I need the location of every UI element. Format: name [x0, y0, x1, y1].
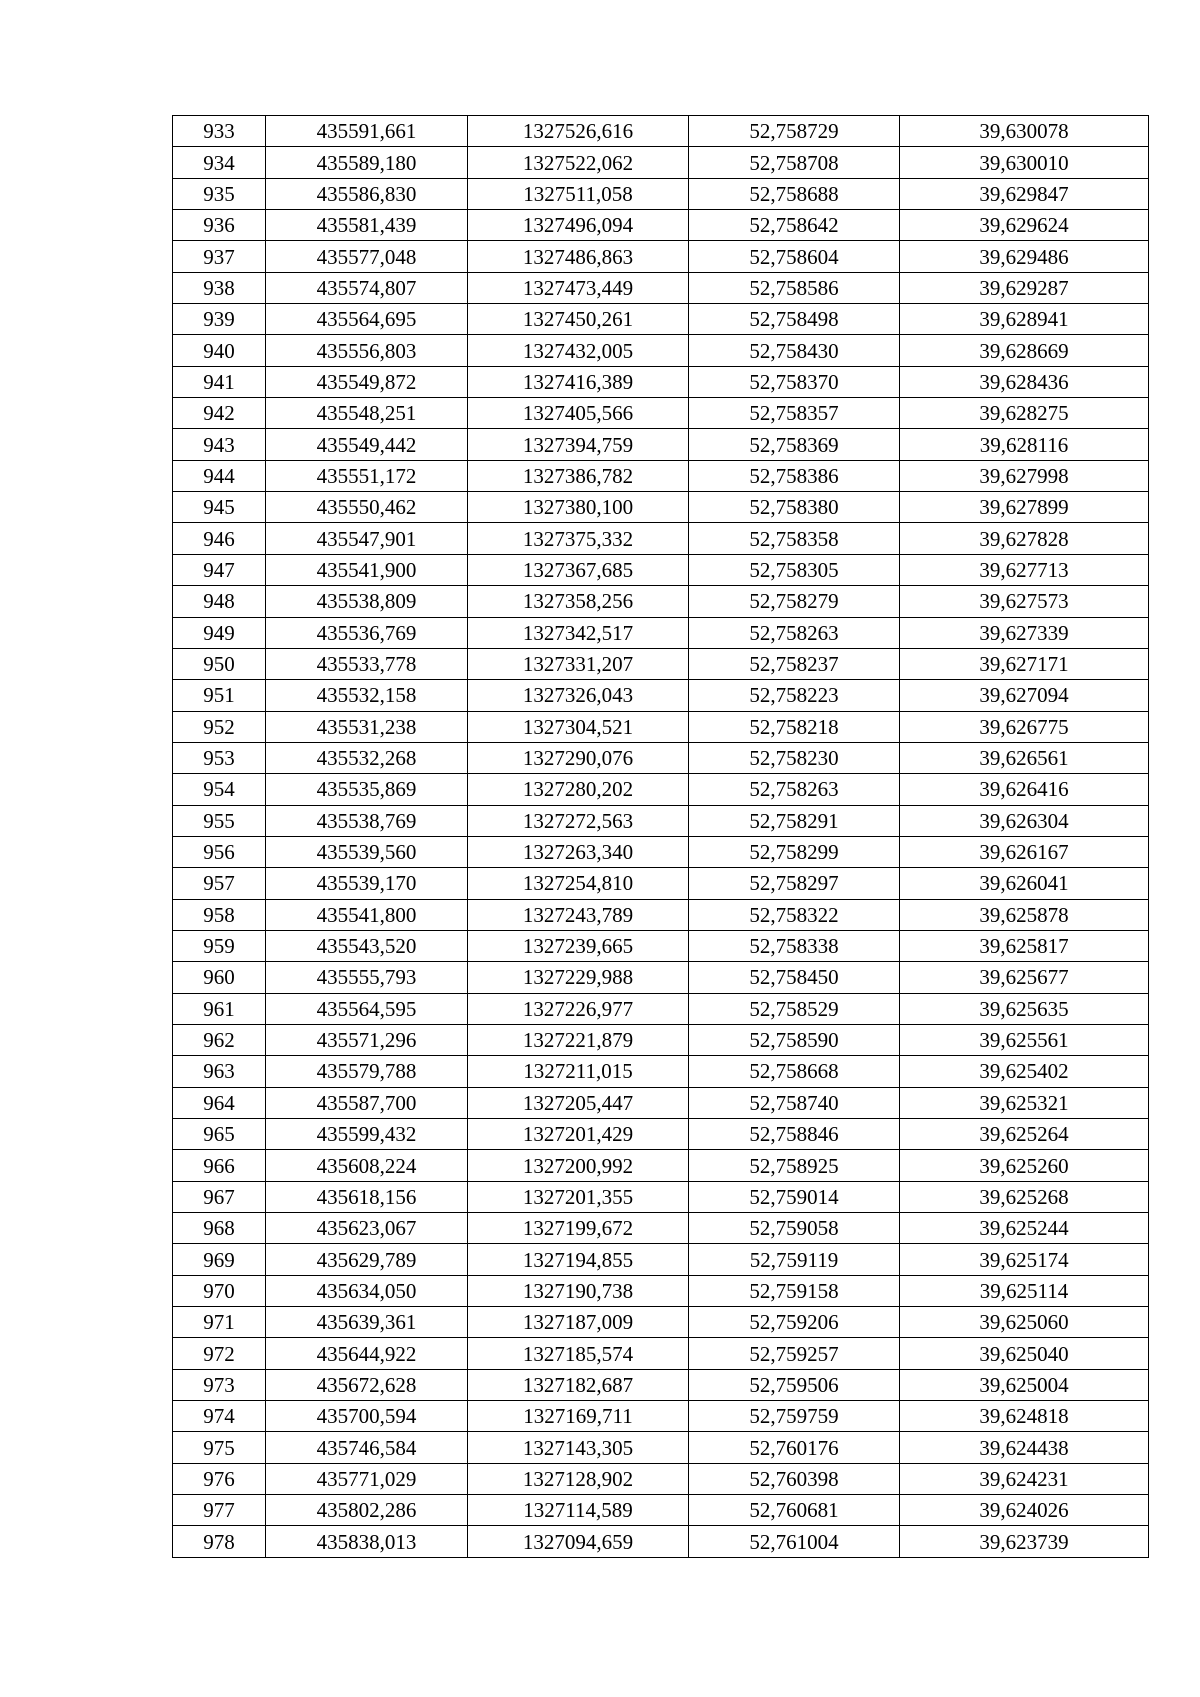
- table-row: [173, 711, 1149, 742]
- point-number-cell: 968: [173, 1213, 266, 1244]
- point-number-cell: 939: [173, 304, 266, 335]
- table-row: [173, 492, 1149, 523]
- longitude-cell: 39,628436: [900, 366, 1149, 397]
- y-coordinate-cell: 1327486,863: [468, 241, 689, 272]
- longitude-cell: 39,628116: [900, 429, 1149, 460]
- table-row: [173, 241, 1149, 272]
- table-row: [173, 1369, 1149, 1400]
- point-number-cell: 943: [173, 429, 266, 460]
- table-row: [173, 304, 1149, 335]
- latitude-cell: 52,758729: [689, 116, 900, 147]
- x-coordinate-cell: 435623,067: [266, 1213, 468, 1244]
- latitude-cell: 52,758369: [689, 429, 900, 460]
- latitude-cell: 52,758218: [689, 711, 900, 742]
- table-row: [173, 1463, 1149, 1494]
- point-number-cell: 975: [173, 1432, 266, 1463]
- x-coordinate-cell: 435549,872: [266, 366, 468, 397]
- y-coordinate-cell: 1327473,449: [468, 272, 689, 303]
- longitude-cell: 39,624438: [900, 1432, 1149, 1463]
- longitude-cell: 39,626775: [900, 711, 1149, 742]
- latitude-cell: 52,758386: [689, 460, 900, 491]
- x-coordinate-cell: 435802,286: [266, 1495, 468, 1526]
- table-row: [173, 1119, 1149, 1150]
- longitude-cell: 39,626167: [900, 836, 1149, 867]
- table-row: [173, 1087, 1149, 1118]
- table-row: [173, 774, 1149, 805]
- longitude-cell: 39,629847: [900, 178, 1149, 209]
- longitude-cell: 39,625635: [900, 993, 1149, 1024]
- point-number-cell: 970: [173, 1275, 266, 1306]
- point-number-cell: 959: [173, 930, 266, 961]
- x-coordinate-cell: 435543,520: [266, 930, 468, 961]
- x-coordinate-cell: 435589,180: [266, 147, 468, 178]
- point-number-cell: 952: [173, 711, 266, 742]
- x-coordinate-cell: 435746,584: [266, 1432, 468, 1463]
- x-coordinate-cell: 435639,361: [266, 1307, 468, 1338]
- longitude-cell: 39,625878: [900, 899, 1149, 930]
- y-coordinate-cell: 1327272,563: [468, 805, 689, 836]
- latitude-cell: 52,758586: [689, 272, 900, 303]
- point-number-cell: 965: [173, 1119, 266, 1150]
- table-row: [173, 366, 1149, 397]
- table-row: [173, 1338, 1149, 1369]
- latitude-cell: 52,758237: [689, 648, 900, 679]
- y-coordinate-cell: 1327199,672: [468, 1213, 689, 1244]
- point-number-cell: 953: [173, 742, 266, 773]
- longitude-cell: 39,625817: [900, 930, 1149, 961]
- x-coordinate-cell: 435541,800: [266, 899, 468, 930]
- point-number-cell: 976: [173, 1463, 266, 1494]
- latitude-cell: 52,758370: [689, 366, 900, 397]
- table-row: [173, 1150, 1149, 1181]
- table-row: [173, 210, 1149, 241]
- point-number-cell: 974: [173, 1401, 266, 1432]
- y-coordinate-cell: 1327243,789: [468, 899, 689, 930]
- latitude-cell: 52,758642: [689, 210, 900, 241]
- latitude-cell: 52,759058: [689, 1213, 900, 1244]
- x-coordinate-cell: 435547,901: [266, 523, 468, 554]
- table-row: [173, 930, 1149, 961]
- table-row: [173, 147, 1149, 178]
- y-coordinate-cell: 1327331,207: [468, 648, 689, 679]
- y-coordinate-cell: 1327185,574: [468, 1338, 689, 1369]
- latitude-cell: 52,758338: [689, 930, 900, 961]
- y-coordinate-cell: 1327239,665: [468, 930, 689, 961]
- latitude-cell: 52,758299: [689, 836, 900, 867]
- longitude-cell: 39,629624: [900, 210, 1149, 241]
- coordinates-table-body: [173, 116, 1149, 1558]
- longitude-cell: 39,626561: [900, 742, 1149, 773]
- longitude-cell: 39,624818: [900, 1401, 1149, 1432]
- point-number-cell: 957: [173, 868, 266, 899]
- longitude-cell: 39,625244: [900, 1213, 1149, 1244]
- longitude-cell: 39,627339: [900, 617, 1149, 648]
- table-row: [173, 1307, 1149, 1338]
- y-coordinate-cell: 1327304,521: [468, 711, 689, 742]
- x-coordinate-cell: 435541,900: [266, 554, 468, 585]
- longitude-cell: 39,625264: [900, 1119, 1149, 1150]
- latitude-cell: 52,759119: [689, 1244, 900, 1275]
- x-coordinate-cell: 435548,251: [266, 398, 468, 429]
- x-coordinate-cell: 435571,296: [266, 1024, 468, 1055]
- x-coordinate-cell: 435634,050: [266, 1275, 468, 1306]
- point-number-cell: 969: [173, 1244, 266, 1275]
- point-number-cell: 936: [173, 210, 266, 241]
- point-number-cell: 966: [173, 1150, 266, 1181]
- table-row: [173, 868, 1149, 899]
- y-coordinate-cell: 1327386,782: [468, 460, 689, 491]
- longitude-cell: 39,627899: [900, 492, 1149, 523]
- x-coordinate-cell: 435700,594: [266, 1401, 468, 1432]
- table-row: [173, 836, 1149, 867]
- point-number-cell: 956: [173, 836, 266, 867]
- longitude-cell: 39,628275: [900, 398, 1149, 429]
- longitude-cell: 39,630010: [900, 147, 1149, 178]
- x-coordinate-cell: 435579,788: [266, 1056, 468, 1087]
- table-row: [173, 742, 1149, 773]
- point-number-cell: 940: [173, 335, 266, 366]
- y-coordinate-cell: 1327182,687: [468, 1369, 689, 1400]
- x-coordinate-cell: 435532,268: [266, 742, 468, 773]
- point-number-cell: 961: [173, 993, 266, 1024]
- table-row: [173, 272, 1149, 303]
- longitude-cell: 39,625260: [900, 1150, 1149, 1181]
- x-coordinate-cell: 435672,628: [266, 1369, 468, 1400]
- latitude-cell: 52,759206: [689, 1307, 900, 1338]
- latitude-cell: 52,758708: [689, 147, 900, 178]
- x-coordinate-cell: 435564,695: [266, 304, 468, 335]
- table-row: [173, 586, 1149, 617]
- x-coordinate-cell: 435556,803: [266, 335, 468, 366]
- latitude-cell: 52,758291: [689, 805, 900, 836]
- latitude-cell: 52,758498: [689, 304, 900, 335]
- table-row: [173, 1401, 1149, 1432]
- y-coordinate-cell: 1327194,855: [468, 1244, 689, 1275]
- y-coordinate-cell: 1327290,076: [468, 742, 689, 773]
- y-coordinate-cell: 1327263,340: [468, 836, 689, 867]
- longitude-cell: 39,627828: [900, 523, 1149, 554]
- x-coordinate-cell: 435551,172: [266, 460, 468, 491]
- x-coordinate-cell: 435538,809: [266, 586, 468, 617]
- latitude-cell: 52,758529: [689, 993, 900, 1024]
- latitude-cell: 52,758223: [689, 680, 900, 711]
- y-coordinate-cell: 1327326,043: [468, 680, 689, 711]
- table-row: [173, 554, 1149, 585]
- latitude-cell: 52,758450: [689, 962, 900, 993]
- y-coordinate-cell: 1327450,261: [468, 304, 689, 335]
- y-coordinate-cell: 1327375,332: [468, 523, 689, 554]
- point-number-cell: 958: [173, 899, 266, 930]
- y-coordinate-cell: 1327511,058: [468, 178, 689, 209]
- table-row: [173, 648, 1149, 679]
- point-number-cell: 964: [173, 1087, 266, 1118]
- table-row: [173, 1024, 1149, 1055]
- point-number-cell: 972: [173, 1338, 266, 1369]
- point-number-cell: 962: [173, 1024, 266, 1055]
- longitude-cell: 39,626304: [900, 805, 1149, 836]
- x-coordinate-cell: 435550,462: [266, 492, 468, 523]
- x-coordinate-cell: 435618,156: [266, 1181, 468, 1212]
- longitude-cell: 39,625174: [900, 1244, 1149, 1275]
- longitude-cell: 39,624026: [900, 1495, 1149, 1526]
- y-coordinate-cell: 1327187,009: [468, 1307, 689, 1338]
- y-coordinate-cell: 1327367,685: [468, 554, 689, 585]
- longitude-cell: 39,626416: [900, 774, 1149, 805]
- point-number-cell: 946: [173, 523, 266, 554]
- table-row: [173, 1275, 1149, 1306]
- latitude-cell: 52,758846: [689, 1119, 900, 1150]
- latitude-cell: 52,758357: [689, 398, 900, 429]
- latitude-cell: 52,758322: [689, 899, 900, 930]
- y-coordinate-cell: 1327522,062: [468, 147, 689, 178]
- table-row: [173, 1526, 1149, 1557]
- table-row: [173, 398, 1149, 429]
- x-coordinate-cell: 435531,238: [266, 711, 468, 742]
- table-row: [173, 617, 1149, 648]
- latitude-cell: 52,758380: [689, 492, 900, 523]
- longitude-cell: 39,625561: [900, 1024, 1149, 1055]
- table-row: [173, 523, 1149, 554]
- longitude-cell: 39,628941: [900, 304, 1149, 335]
- point-number-cell: 935: [173, 178, 266, 209]
- point-number-cell: 978: [173, 1526, 266, 1557]
- longitude-cell: 39,625004: [900, 1369, 1149, 1400]
- point-number-cell: 945: [173, 492, 266, 523]
- x-coordinate-cell: 435536,769: [266, 617, 468, 648]
- point-number-cell: 934: [173, 147, 266, 178]
- latitude-cell: 52,758668: [689, 1056, 900, 1087]
- latitude-cell: 52,761004: [689, 1526, 900, 1557]
- x-coordinate-cell: 435581,439: [266, 210, 468, 241]
- x-coordinate-cell: 435644,922: [266, 1338, 468, 1369]
- longitude-cell: 39,625040: [900, 1338, 1149, 1369]
- y-coordinate-cell: 1327211,015: [468, 1056, 689, 1087]
- x-coordinate-cell: 435577,048: [266, 241, 468, 272]
- table-row: [173, 962, 1149, 993]
- longitude-cell: 39,627171: [900, 648, 1149, 679]
- longitude-cell: 39,623739: [900, 1526, 1149, 1557]
- y-coordinate-cell: 1327394,759: [468, 429, 689, 460]
- x-coordinate-cell: 435549,442: [266, 429, 468, 460]
- latitude-cell: 52,759014: [689, 1181, 900, 1212]
- latitude-cell: 52,758688: [689, 178, 900, 209]
- x-coordinate-cell: 435539,560: [266, 836, 468, 867]
- latitude-cell: 52,758925: [689, 1150, 900, 1181]
- x-coordinate-cell: 435771,029: [266, 1463, 468, 1494]
- y-coordinate-cell: 1327526,616: [468, 116, 689, 147]
- y-coordinate-cell: 1327342,517: [468, 617, 689, 648]
- table-row: [173, 1181, 1149, 1212]
- y-coordinate-cell: 1327169,711: [468, 1401, 689, 1432]
- point-number-cell: 942: [173, 398, 266, 429]
- y-coordinate-cell: 1327496,094: [468, 210, 689, 241]
- x-coordinate-cell: 435555,793: [266, 962, 468, 993]
- longitude-cell: 39,627094: [900, 680, 1149, 711]
- table-row: [173, 429, 1149, 460]
- y-coordinate-cell: 1327201,355: [468, 1181, 689, 1212]
- table-row: [173, 993, 1149, 1024]
- point-number-cell: 947: [173, 554, 266, 585]
- point-number-cell: 960: [173, 962, 266, 993]
- point-number-cell: 941: [173, 366, 266, 397]
- y-coordinate-cell: 1327094,659: [468, 1526, 689, 1557]
- longitude-cell: 39,627998: [900, 460, 1149, 491]
- y-coordinate-cell: 1327358,256: [468, 586, 689, 617]
- longitude-cell: 39,629486: [900, 241, 1149, 272]
- latitude-cell: 52,759257: [689, 1338, 900, 1369]
- point-number-cell: 949: [173, 617, 266, 648]
- point-number-cell: 977: [173, 1495, 266, 1526]
- latitude-cell: 52,759158: [689, 1275, 900, 1306]
- y-coordinate-cell: 1327254,810: [468, 868, 689, 899]
- latitude-cell: 52,760398: [689, 1463, 900, 1494]
- table-row: [173, 1432, 1149, 1463]
- latitude-cell: 52,758305: [689, 554, 900, 585]
- table-row: [173, 1244, 1149, 1275]
- latitude-cell: 52,758230: [689, 742, 900, 773]
- latitude-cell: 52,758604: [689, 241, 900, 272]
- point-number-cell: 944: [173, 460, 266, 491]
- point-number-cell: 933: [173, 116, 266, 147]
- longitude-cell: 39,627713: [900, 554, 1149, 585]
- latitude-cell: 52,758279: [689, 586, 900, 617]
- longitude-cell: 39,625402: [900, 1056, 1149, 1087]
- table-row: [173, 1495, 1149, 1526]
- point-number-cell: 954: [173, 774, 266, 805]
- latitude-cell: 52,760681: [689, 1495, 900, 1526]
- y-coordinate-cell: 1327143,305: [468, 1432, 689, 1463]
- y-coordinate-cell: 1327205,447: [468, 1087, 689, 1118]
- x-coordinate-cell: 435629,789: [266, 1244, 468, 1275]
- latitude-cell: 52,758358: [689, 523, 900, 554]
- longitude-cell: 39,625268: [900, 1181, 1149, 1212]
- table-row: [173, 116, 1149, 147]
- x-coordinate-cell: 435538,769: [266, 805, 468, 836]
- longitude-cell: 39,625677: [900, 962, 1149, 993]
- latitude-cell: 52,758430: [689, 335, 900, 366]
- x-coordinate-cell: 435564,595: [266, 993, 468, 1024]
- y-coordinate-cell: 1327221,879: [468, 1024, 689, 1055]
- point-number-cell: 963: [173, 1056, 266, 1087]
- x-coordinate-cell: 435608,224: [266, 1150, 468, 1181]
- longitude-cell: 39,624231: [900, 1463, 1149, 1494]
- latitude-cell: 52,758263: [689, 617, 900, 648]
- table-row: [173, 1056, 1149, 1087]
- table-row: [173, 178, 1149, 209]
- point-number-cell: 948: [173, 586, 266, 617]
- x-coordinate-cell: 435599,432: [266, 1119, 468, 1150]
- y-coordinate-cell: 1327114,589: [468, 1495, 689, 1526]
- y-coordinate-cell: 1327280,202: [468, 774, 689, 805]
- table-row: [173, 335, 1149, 366]
- y-coordinate-cell: 1327432,005: [468, 335, 689, 366]
- point-number-cell: 937: [173, 241, 266, 272]
- longitude-cell: 39,625060: [900, 1307, 1149, 1338]
- x-coordinate-cell: 435591,661: [266, 116, 468, 147]
- point-number-cell: 955: [173, 805, 266, 836]
- latitude-cell: 52,760176: [689, 1432, 900, 1463]
- y-coordinate-cell: 1327380,100: [468, 492, 689, 523]
- latitude-cell: 52,758740: [689, 1087, 900, 1118]
- x-coordinate-cell: 435838,013: [266, 1526, 468, 1557]
- longitude-cell: 39,629287: [900, 272, 1149, 303]
- y-coordinate-cell: 1327200,992: [468, 1150, 689, 1181]
- longitude-cell: 39,625321: [900, 1087, 1149, 1118]
- y-coordinate-cell: 1327201,429: [468, 1119, 689, 1150]
- y-coordinate-cell: 1327190,738: [468, 1275, 689, 1306]
- table-row: [173, 1213, 1149, 1244]
- latitude-cell: 52,759506: [689, 1369, 900, 1400]
- x-coordinate-cell: 435533,778: [266, 648, 468, 679]
- y-coordinate-cell: 1327416,389: [468, 366, 689, 397]
- latitude-cell: 52,758297: [689, 868, 900, 899]
- x-coordinate-cell: 435532,158: [266, 680, 468, 711]
- table-row: [173, 680, 1149, 711]
- x-coordinate-cell: 435574,807: [266, 272, 468, 303]
- x-coordinate-cell: 435535,869: [266, 774, 468, 805]
- y-coordinate-cell: 1327128,902: [468, 1463, 689, 1494]
- table-row: [173, 899, 1149, 930]
- longitude-cell: 39,628669: [900, 335, 1149, 366]
- point-number-cell: 973: [173, 1369, 266, 1400]
- x-coordinate-cell: 435587,700: [266, 1087, 468, 1118]
- x-coordinate-cell: 435586,830: [266, 178, 468, 209]
- latitude-cell: 52,759759: [689, 1401, 900, 1432]
- longitude-cell: 39,626041: [900, 868, 1149, 899]
- table-row: [173, 460, 1149, 491]
- longitude-cell: 39,625114: [900, 1275, 1149, 1306]
- latitude-cell: 52,758263: [689, 774, 900, 805]
- point-number-cell: 950: [173, 648, 266, 679]
- longitude-cell: 39,627573: [900, 586, 1149, 617]
- point-number-cell: 951: [173, 680, 266, 711]
- point-number-cell: 967: [173, 1181, 266, 1212]
- table-row: [173, 805, 1149, 836]
- coordinates-table: [172, 115, 1149, 1558]
- longitude-cell: 39,630078: [900, 116, 1149, 147]
- y-coordinate-cell: 1327229,988: [468, 962, 689, 993]
- point-number-cell: 938: [173, 272, 266, 303]
- y-coordinate-cell: 1327226,977: [468, 993, 689, 1024]
- latitude-cell: 52,758590: [689, 1024, 900, 1055]
- y-coordinate-cell: 1327405,566: [468, 398, 689, 429]
- x-coordinate-cell: 435539,170: [266, 868, 468, 899]
- point-number-cell: 971: [173, 1307, 266, 1338]
